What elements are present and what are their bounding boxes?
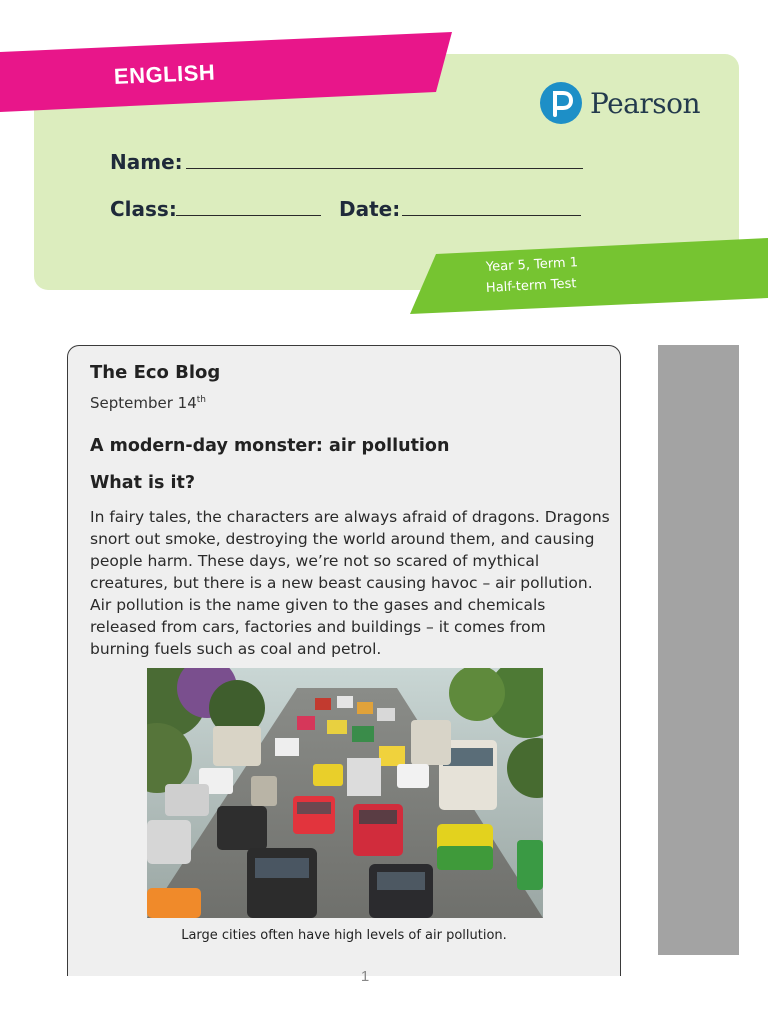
side-margin-bar xyxy=(658,345,739,955)
blog-title: The Eco Blog xyxy=(90,362,221,383)
photo-caption: Large cities often have high levels of air pollution. xyxy=(181,928,507,943)
date-label: Date: xyxy=(339,197,401,221)
publisher-name: Pearson xyxy=(590,86,700,120)
term-ribbon xyxy=(0,0,768,330)
article-subheading: What is it? xyxy=(90,473,196,493)
article-body: In fairy tales, the characters are always afraid of dragons. Dragons snort out smoke, destroying the world around them, and causing people harm. These days, we’re not so scared of mythical creatures, but there is a new beast causing havoc – air pollution. Air pollution is the name given to the gases and chemicals released from cars, factories and buildings – it comes from burning fuels such as coal and petrol. xyxy=(90,508,610,658)
blog-date-text: September 14 xyxy=(90,394,197,412)
test-type-label: Half-term Test xyxy=(485,276,577,296)
blog-card xyxy=(67,345,621,976)
traffic-photo xyxy=(147,668,543,918)
term-label: Year 5, Term 1 xyxy=(485,255,579,275)
page-number: 1 xyxy=(360,968,370,985)
blog-date-suffix: th xyxy=(196,395,206,405)
name-label: Name: xyxy=(110,150,183,174)
subject-label: ENGLISH xyxy=(113,59,216,89)
class-label: Class: xyxy=(110,197,177,221)
blog-date xyxy=(90,394,206,412)
article-headline: A modern-day monster: air pollution xyxy=(90,436,450,456)
